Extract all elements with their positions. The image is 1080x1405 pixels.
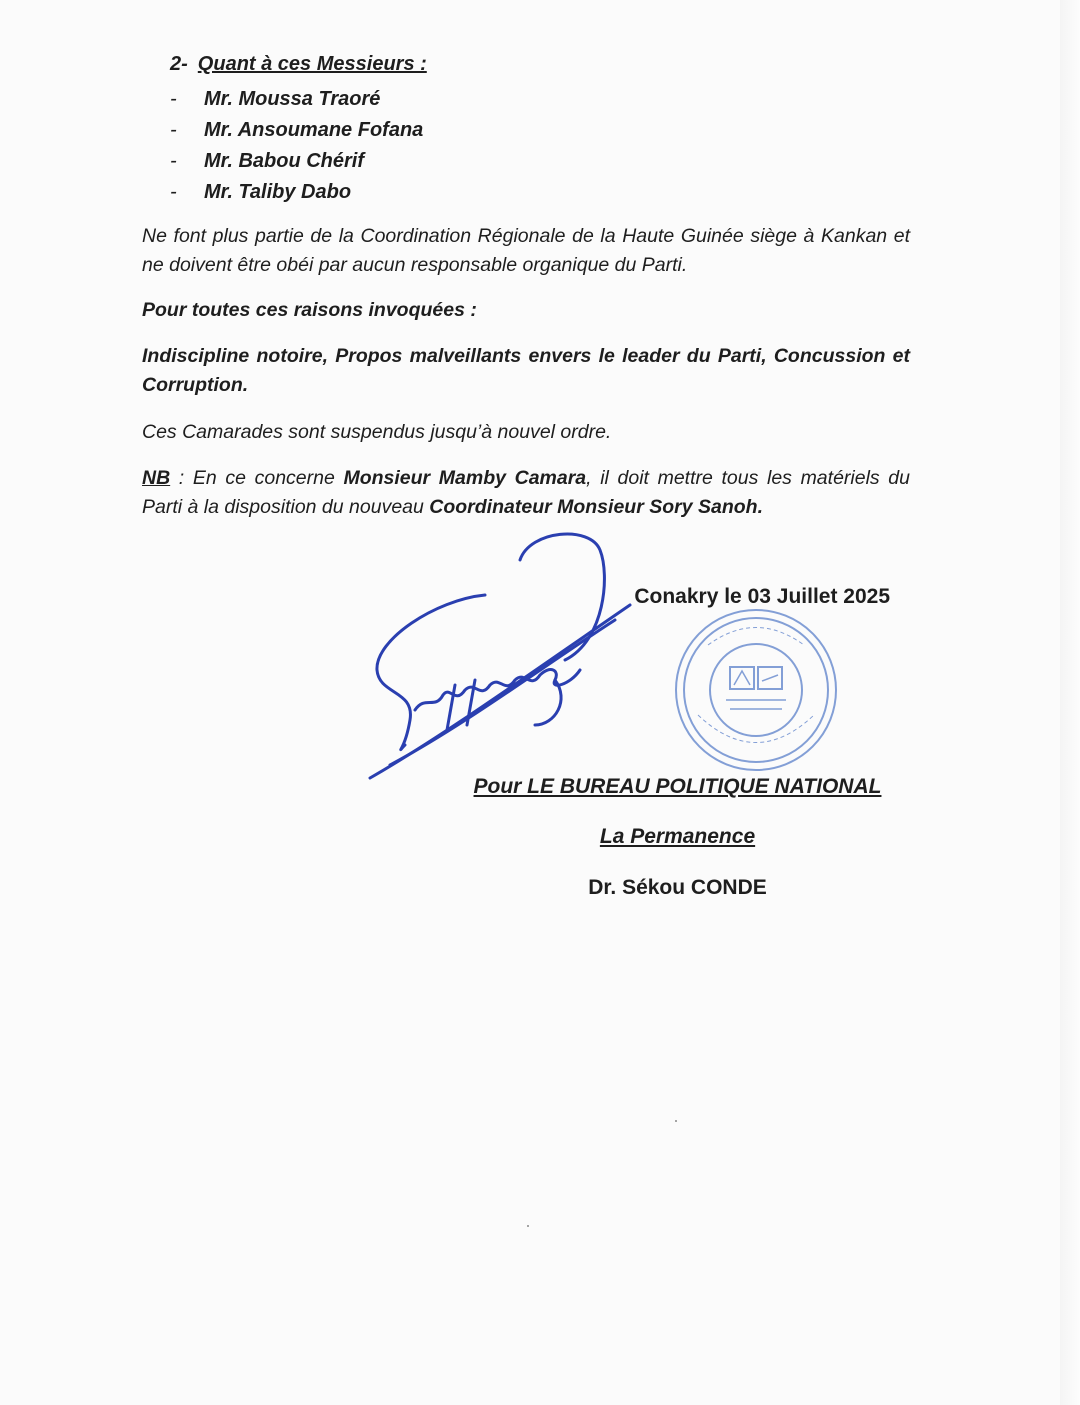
list-item: - Mr. Ansoumane Fofana <box>170 119 424 141</box>
paragraph-suspension: Ces Camarades sont suspendus jusqu’à nouvel ordre. <box>142 421 612 443</box>
signature-permanence: La Permanence <box>599 825 756 848</box>
list-item: - Mr. Moussa Traoré <box>170 88 381 110</box>
paper-speck <box>527 1225 529 1227</box>
paragraph-reasons-heading: Pour toutes ces raisons invoquées : <box>142 299 477 321</box>
paragraph-reasons: Indiscipline notoire, Propos malveillants envers le leader du Parti, Concussion et Corruption. <box>142 345 910 396</box>
signer-name: Dr. Sékou CONDE <box>588 876 767 899</box>
item-label: Quant à ces Messieurs : <box>197 53 427 75</box>
page-edge <box>1060 0 1080 1405</box>
names-list <box>170 84 423 208</box>
stamp-seal-icon <box>668 605 843 775</box>
person-name: Mr. Babou Chérif <box>204 150 365 172</box>
paper-speck <box>675 1120 677 1122</box>
nb-person: Monsieur Mamby Camara <box>343 467 587 489</box>
person-name: Mr. Moussa Traoré <box>204 88 381 110</box>
person-name: Mr. Ansoumane Fofana <box>204 119 424 141</box>
signature-bureau: Pour LE BUREAU POLITIQUE NATIONAL <box>473 775 882 798</box>
handwritten-signature-icon <box>355 520 655 790</box>
item-2-heading <box>170 53 427 76</box>
list-item: - Mr. Babou Chérif <box>170 150 365 172</box>
nb-coordinator: Coordinateur Monsieur Sory Sanoh. <box>429 496 763 518</box>
list-item: - Mr. Taliby Dabo <box>170 181 352 203</box>
paragraph-nb: NB : En ce concerne Monsieur Mamby Camara, il doit mettre tous les matériels du Parti à la disposition du nouveau Coordinateur Monsieur Sory Sanoh. <box>142 467 910 518</box>
paragraph-exclusion: Ne font plus partie de la Coordination Régionale de la Haute Guinée siège à Kankan et ne doivent être obéi par aucun responsable organique du Parti. <box>142 225 910 276</box>
nb-label: NB <box>142 467 171 489</box>
dateline: Conakry le 03 Juillet 2025 <box>634 585 890 608</box>
item-number: 2- <box>170 53 188 75</box>
person-name: Mr. Taliby Dabo <box>204 181 352 203</box>
